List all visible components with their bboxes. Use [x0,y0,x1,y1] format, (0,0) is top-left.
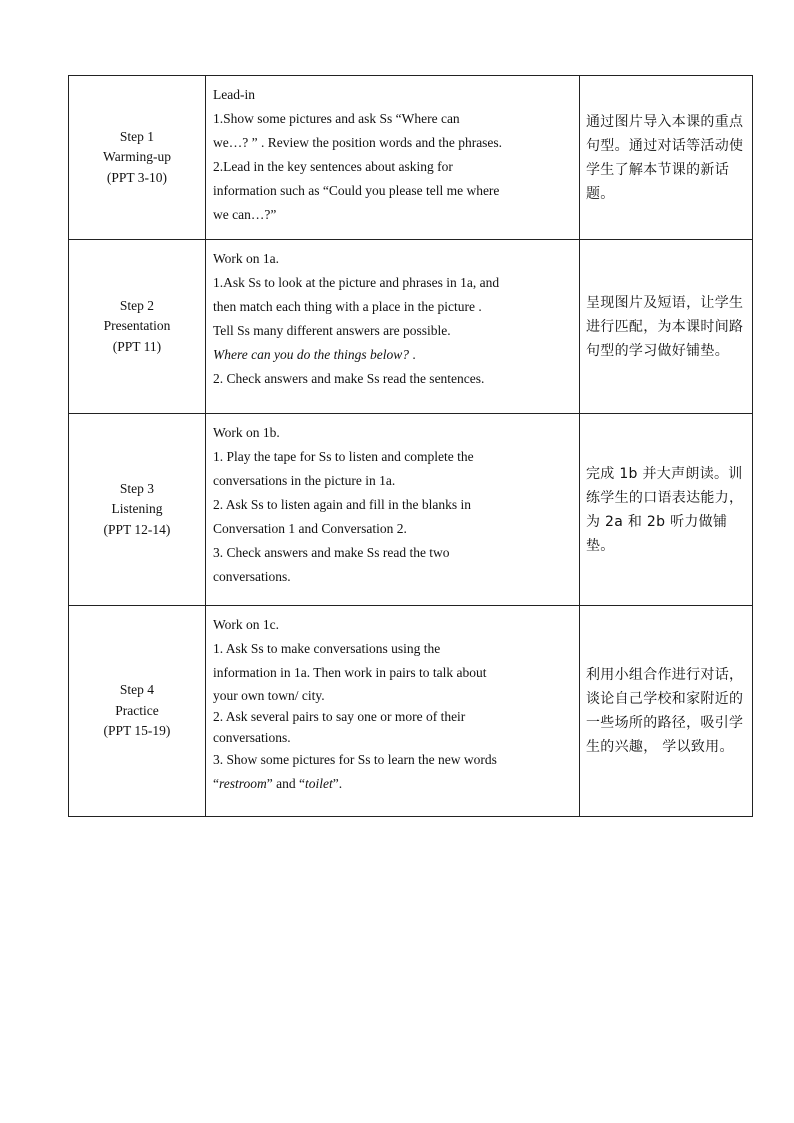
activity-line: 3. Show some pictures for Ss to learn the new words [213,752,497,767]
activity-line: conversations in the picture in 1a. [213,473,396,488]
activity-line: Lead-in [213,87,255,102]
activity-line: Work on 1a. [213,251,280,266]
step-cell [69,240,206,414]
activity-line [213,772,573,796]
step-title: Presentation [103,318,171,334]
activity-line [213,343,573,367]
step-title: Listening [111,501,163,517]
step-title: Practice [115,702,159,718]
activity-line: 2.Lead in the key sentences about asking for [213,159,453,174]
step-cell [69,414,206,606]
step-title: Warming-up [103,149,171,165]
question-tail: . [408,347,416,362]
activity-line: your own town/ city. [213,688,325,703]
table-row [69,414,753,606]
quote-mid: ” and “ [266,776,305,791]
step-number: Step 2 [119,297,155,313]
activity-line: 1. Ask Ss to make conversations using the [213,641,441,656]
activity-line: Tell Ss many different answers are possible. [213,323,451,338]
activity-cell [206,240,580,414]
step-number: Step 4 [119,682,155,698]
purpose-cell: 通过图片导入本课的重点句型。通过对话等活动使学生了解本节课的新话题。 [580,76,753,240]
italic-question: Where can you do the things below? [213,347,409,362]
activity-line: 2. Ask several pairs to say one or more of their [213,709,466,724]
step-cell [69,606,206,817]
purpose-cell: 利用小组合作进行对话，谈论自己学校和家附近的一些场所的路径，吸引学生的兴趣， 学以致用。 [580,606,753,817]
activity-line: then match each thing with a place in the picture . [213,299,482,314]
table-row [69,76,753,240]
step-slides: (PPT 15-19) [103,723,171,739]
activity-line: 1.Show some pictures and ask Ss “Where can [213,111,460,126]
activity-line: Work on 1c. [213,617,280,632]
activity-line: we can…?” [213,207,277,222]
quote-close: ”. [332,776,343,791]
step-slides: (PPT 3-10) [106,169,168,185]
activity-line: information such as “Could you please tell me where [213,183,500,198]
purpose-cell: 完成 1b 并大声朗读。训练学生的口语表达能力，为 2a 和 2b 听力做铺垫。 [580,414,753,606]
activity-line: Conversation 1 and Conversation 2. [213,521,407,536]
step-number: Step 3 [119,480,155,496]
activity-line: information in 1a. Then work in pairs to talk about [213,665,487,680]
step-slides: (PPT 11) [112,338,162,354]
activity-line: 1. Play the tape for Ss to listen and complete the [213,449,474,464]
vocab-toilet: toilet [305,776,333,791]
activity-line: 3. Check answers and make Ss read the two [213,545,450,560]
activity-cell [206,76,580,240]
table-row [69,606,753,817]
activity-cell [206,414,580,606]
activity-line: 1.Ask Ss to look at the picture and phrases in 1a, and [213,275,500,290]
activity-line: 2. Check answers and make Ss read the sentences. [213,371,485,386]
purpose-cell: 呈现图片及短语，让学生进行匹配，为本课时间路句型的学习做好铺垫。 [580,240,753,414]
vocab-restroom: restroom [219,776,267,791]
lesson-plan-table [68,75,753,817]
step-cell [69,76,206,240]
step-slides: (PPT 12-14) [103,521,171,537]
activity-line: conversations. [213,730,291,745]
quote-open: “ [213,776,219,791]
activity-line: 2. Ask Ss to listen again and fill in the blanks in [213,497,471,512]
activity-line: we…? ” . Review the position words and the phrases. [213,135,503,150]
activity-cell [206,606,580,817]
activity-line: conversations. [213,569,291,584]
activity-line: Work on 1b. [213,425,280,440]
table-row [69,240,753,414]
step-number: Step 1 [119,128,155,144]
